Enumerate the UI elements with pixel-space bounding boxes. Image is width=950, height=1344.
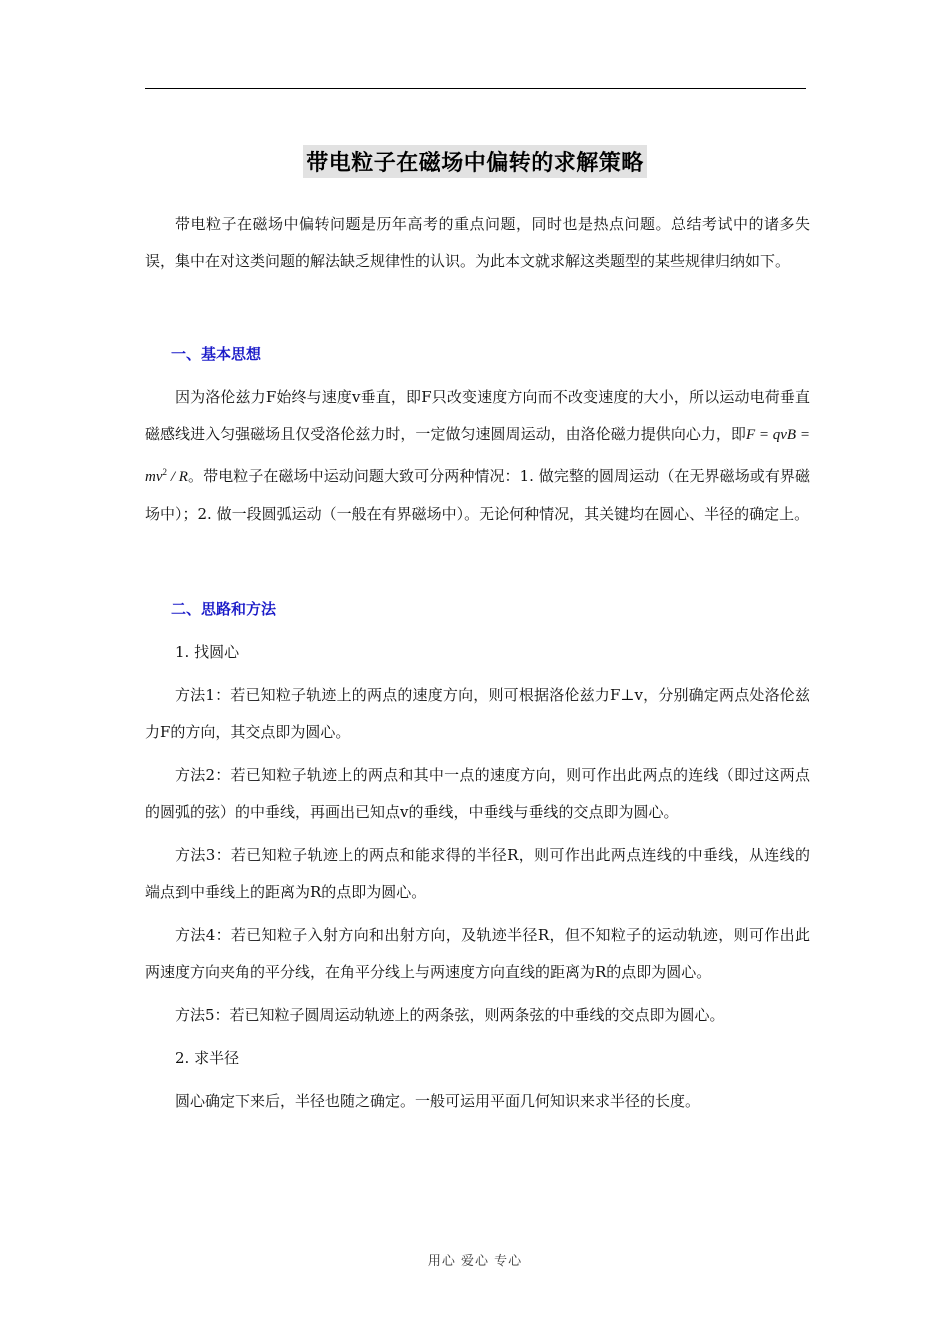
method-4: 方法4：若已知粒子入射方向和出射方向，及轨迹半径R，但不知粒子的运动轨迹，则可作出此两速度方向夹角的平分线，在角平分线上与两速度方向直线的距离为R的点即为圆心。 [145, 926, 810, 981]
method-1: 方法1：若已知粒子轨迹上的两点的速度方向，则可根据洛伦兹力F⊥v，分别确定两点处洛伦兹力F的方向，其交点即为圆心。 [145, 686, 810, 741]
section-heading-basic-idea: 一、基本思想 [171, 345, 262, 363]
method-2: 方法2：若已知粒子轨迹上的两点和其中一点的速度方向，则可作出此两点的连线（即过这两点的圆弧的弦）的中垂线，再画出已知点v的垂线，中垂线与垂线的交点即为圆心。 [145, 766, 810, 821]
article-body [145, 206, 810, 1120]
radius-paragraph: 圆心确定下来后，半径也随之确定。一般可运用平面几何知识来求半径的长度。 [175, 1092, 701, 1110]
section-heading-methods: 二、思路和方法 [171, 600, 277, 618]
intro-paragraph: 带电粒子在磁场中偏转问题是历年高考的重点问题，同时也是热点问题。总结考试中的诸多失误，集中在对这类问题的解法缺乏规律性的认识。为此本文就求解这类题型的某些规律归纳如下。 [145, 215, 810, 270]
header-rule [145, 88, 806, 89]
lorentz-formula: F = qvB = $mv^2$ / R [145, 427, 810, 485]
basic-idea-text-after: 。带电粒子在磁场中运动问题大致可分两种情况：1. 做完整的圆周运动（在无界磁场或有界磁场中）；2. 做一段圆弧运动（一般在有界磁场中）。无论何种情况，其关键均在圆心、半径的确定上。 [145, 467, 810, 523]
subheading-find-radius: 2. 求半径 [175, 1049, 240, 1067]
title-block [0, 145, 950, 178]
page-footer: 用心 爱心 专心 [427, 1254, 523, 1269]
method-3: 方法3：若已知粒子轨迹上的两点和能求得的半径R，则可作出此两点连线的中垂线，从连线的端点到中垂线上的距离为R的点即为圆心。 [145, 846, 810, 901]
method-5: 方法5：若已知粒子圆周运动轨迹上的两条弦，则两条弦的中垂线的交点即为圆心。 [175, 1006, 725, 1024]
basic-idea-text-before: 因为洛伦兹力F始终与速度v垂直，即F只改变速度方向而不改变速度的大小，所以运动电荷垂直磁感线进入匀强磁场且仅受洛伦兹力时，一定做匀速圆周运动，由洛伦磁力提供向心力，即 [145, 388, 810, 443]
page-title: 带电粒子在磁场中偏转的求解策略 [303, 145, 647, 178]
subheading-find-center: 1. 找圆心 [175, 643, 240, 661]
basic-idea-paragraph [145, 379, 810, 533]
